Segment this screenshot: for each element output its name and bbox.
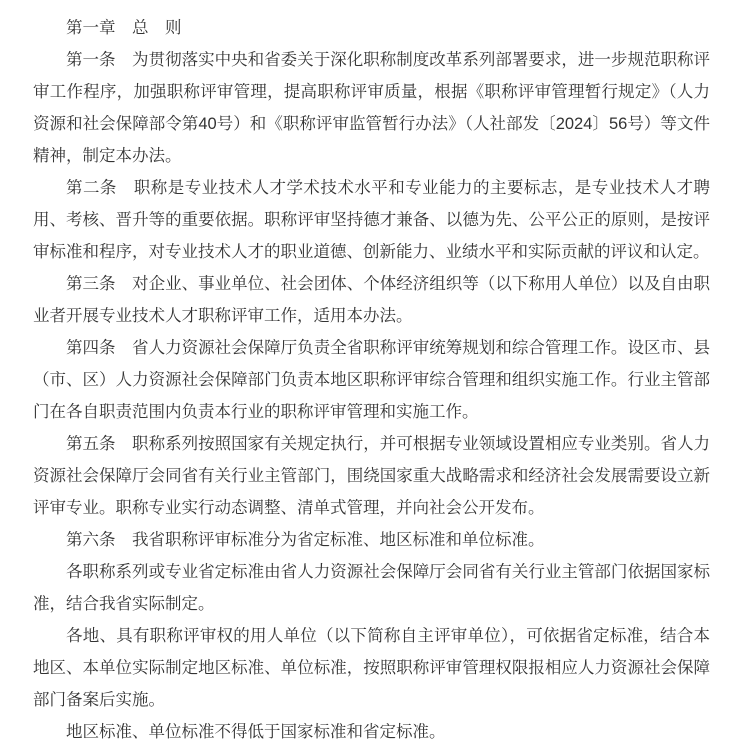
- chapter-heading: 第一章 总 则: [66, 19, 182, 37]
- paragraph-article-3: 第三条 对企业、事业单位、社会团体、个体经济组织等（以下称用人单位）以及自由职业者开展专业技术人才职称评审工作，适用本办法。: [33, 275, 710, 325]
- paragraph-article-6-minimum-standard: 地区标准、单位标准不得低于国家标准和省定标准。: [66, 723, 446, 741]
- paragraph-article-6: 第六条 我省职称评审标准分为省定标准、地区标准和单位标准。: [66, 531, 545, 549]
- paragraph-article-1: 第一条 为贯彻落实中央和省委关于深化职称制度改革系列部署要求，进一步规范职称评审工作程序，加强职称评审管理，提高职称评审质量，根据《职称评审管理暂行规定》（人力资源和社会保障部令第40号）和《职称评审监管暂行办法》（人社部发〔2024〕56号）等文件精神，制定本办法。: [33, 51, 710, 165]
- paragraph-article-2: 第二条 职称是专业技术人才学术技术水平和专业能力的主要标志，是专业技术人才聘用、考核、晋升等的重要依据。职称评审坚持德才兼备、以德为先、公平公正的原则，是按评审标准和程序，对专业技术人才的职业道德、创新能力、业绩水平和实际贡献的评议和认定。: [33, 179, 710, 261]
- paragraph-article-6-local-standard: 各地、具有职称评审权的用人单位（以下简称自主评审单位），可依据省定标准，结合本地区、本单位实际制定地区标准、单位标准，按照职称评审管理权限报相应人力资源社会保障部门备案后实施。: [33, 627, 710, 709]
- paragraph-article-5: 第五条 职称系列按照国家有关规定执行，并可根据专业领域设置相应专业类别。省人力资源社会保障厅会同省有关行业主管部门，围绕国家重大战略需求和经济社会发展需要设立新评审专业。职称专业实行动态调整、清单式管理，并向社会公开发布。: [33, 435, 710, 517]
- paragraph-article-4: 第四条 省人力资源社会保障厅负责全省职称评审统筹规划和综合管理工作。设区市、县（市、区）人力资源社会保障部门负责本地区职称评审综合管理和组织实施工作。行业主管部门在各自职责范围内负责本行业的职称评审管理和实施工作。: [33, 339, 710, 421]
- paragraph-article-6-provincial-standard: 各职称系列或专业省定标准由省人力资源社会保障厅会同省有关行业主管部门依据国家标准，结合我省实际制定。: [33, 563, 710, 613]
